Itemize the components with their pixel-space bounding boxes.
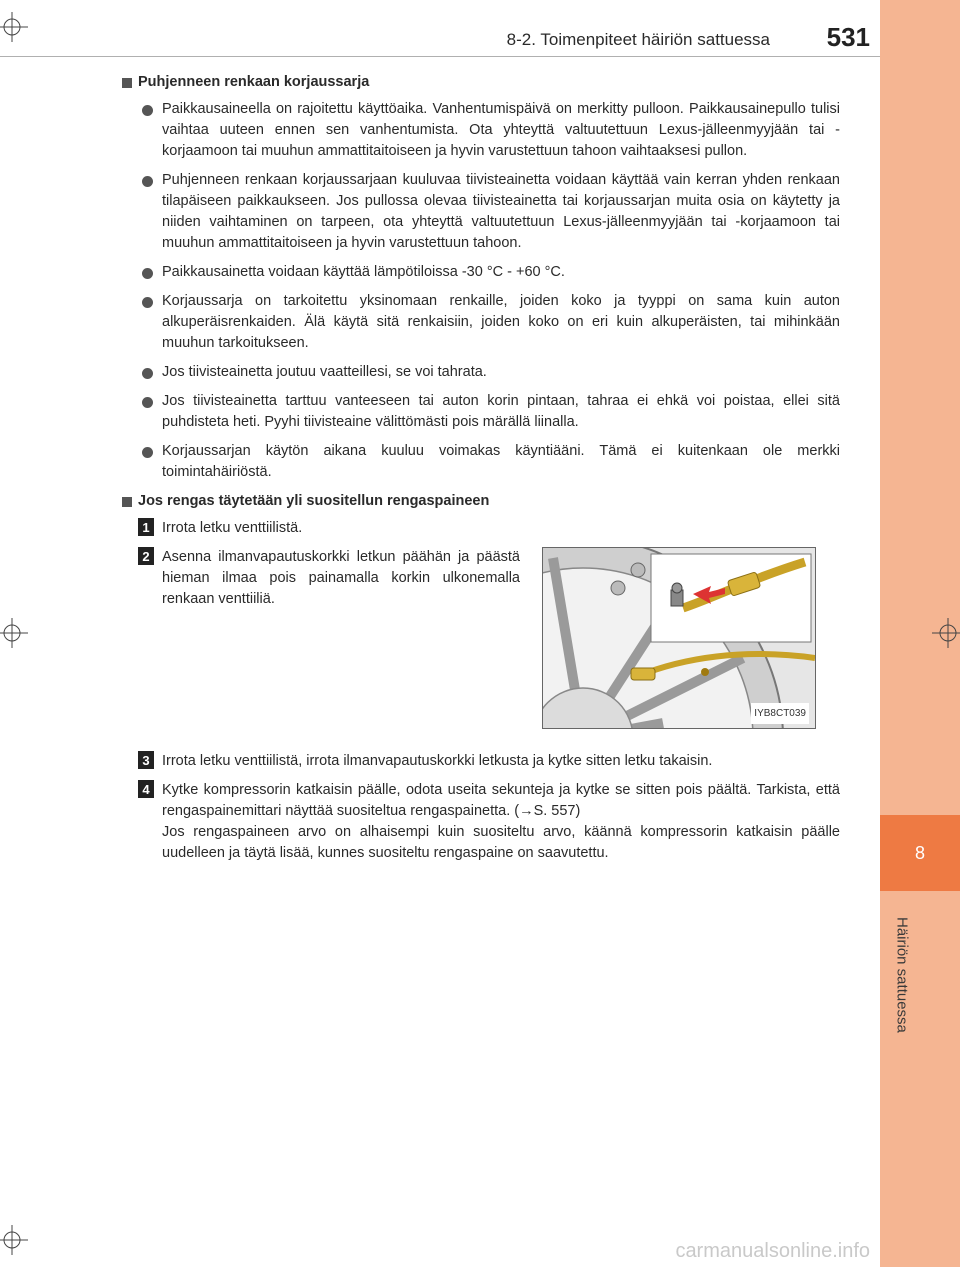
crop-mark-middle-right [920,618,960,648]
wheel-hose-drawing [543,548,815,728]
bullet-item: Korjaussarjan käytön aikana kuuluu voimakas käyntiääni. Tämä ei kuitenkaan ole merkki toimintahäiriöstä. [124,441,840,483]
step-text: Irrota letku venttiilistä. [162,520,303,536]
page-header-title: 8-2. Toimenpiteet häiriön sattuessa [506,30,770,49]
chapter-number: 8 [914,842,925,863]
bullet-item: Paikkausaineella on rajoitettu käyttöaika. Vanhentumispäivä on merkitty pulloon. Paikkausainepullo tulisi vaihtaa uuteen ennen sen vanhentumista. Ota yhteyttä valtuutettuun Lexus-jälleenmyyjään tai -korjaamoon tai muuhun ammattitaitoiseen ja hyvin varustettuun tahoon vaihtaaksesi pullon. [124,99,840,162]
step-text: Irrota letku venttiilistä, irrota ilmanvapautuskorkki letkusta ja kytke sitten letku takaisin. [162,753,713,769]
figure-code: IYB8CT039 [751,703,809,724]
step-number-badge: 3 [138,751,154,769]
step-2 [124,547,520,610]
section-heading-repair-kit: Puhjenneen renkaan korjaussarja [122,72,840,93]
header-rule [0,56,880,57]
page-content [124,72,840,872]
step-text: Kytke kompressorin katkaisin päälle, odota useita sekunteja ja kytke se sitten pois päältä. Tarkista, että rengaspainemittari näyttää suositeltua rengaspainetta. (→S. 557) [162,782,840,819]
bullet-item: Paikkausainetta voidaan käyttää lämpötiloissa -30 °C - +60 °C. [124,262,840,283]
chapter-number-box [880,815,960,891]
step-3 [124,751,840,772]
step-number-badge: 2 [138,547,154,565]
crop-mark-bottom-left [0,1225,40,1255]
bullet-item: Jos tiivisteainetta tarttuu vanteeseen tai auton korin pintaan, tahraa ei ehkä voi poistaa, ellei sitä puhdisteta heti. Pyyhi tiivisteaine välittömästi pois märällä liinalla. [124,391,840,433]
crop-mark-top-left [0,12,40,42]
crop-mark-middle-left [0,618,40,648]
step-text: Asenna ilmanvapautuskorkki letkun päähän ja päästä hieman ilmaa pois painamalla korkin ulkonemalla renkaan venttiiliä. [162,549,520,607]
bullet-item: Puhjenneen renkaan korjaussarjaan kuuluvaa tiivisteainetta voidaan käyttää vain kerran yhden renkaan tilapäiseen paikkaukseen. Jos pullossa olevaa tiivisteainetta tai korjaussarjan muita osia on käytetty ja niiden vaihtaminen on tarpeen, ota yhteyttä valtuutettuun Lexus-jälleenmyyjään tai -korjaamoon tai muuhun ammattitaitoiseen ja hyvin varustettuun tahoon. [124,170,840,254]
section-heading-overinflation: Jos rengas täytetään yli suositellun rengaspaineen [122,491,840,512]
step-text-continued: Jos rengaspaineen arvo on alhaisempi kuin suositeltu arvo, käännä kompressorin katkaisin päälle uudelleen ja täytä lisää, kunnes suositeltu rengaspaine on saavutettu. [162,824,840,861]
chapter-side-label: Häiriön sattuessa [893,917,911,1033]
page-number: 531 [826,22,870,52]
bullet-item: Jos tiivisteainetta joutuu vaatteillesi, se voi tahrata. [124,362,840,383]
bullet-item: Korjaussarja on tarkoitettu yksinomaan renkaille, joiden koko ja tyyppi on sama kuin auton alkuperäisrenkaiden. Älä käytä sitä renkaisiin, joiden koko on eri kuin alkuperäisten, tai mihinkään muuhun tarkoitukseen. [124,291,840,354]
step-4 [124,780,840,864]
step-number-badge: 1 [138,518,154,536]
step-1 [124,518,840,539]
step-2-with-figure [124,547,840,741]
step-number-badge: 4 [138,780,154,798]
tire-valve-illustration [542,547,816,729]
watermark-text: carmanualsonline.info [675,1240,870,1262]
